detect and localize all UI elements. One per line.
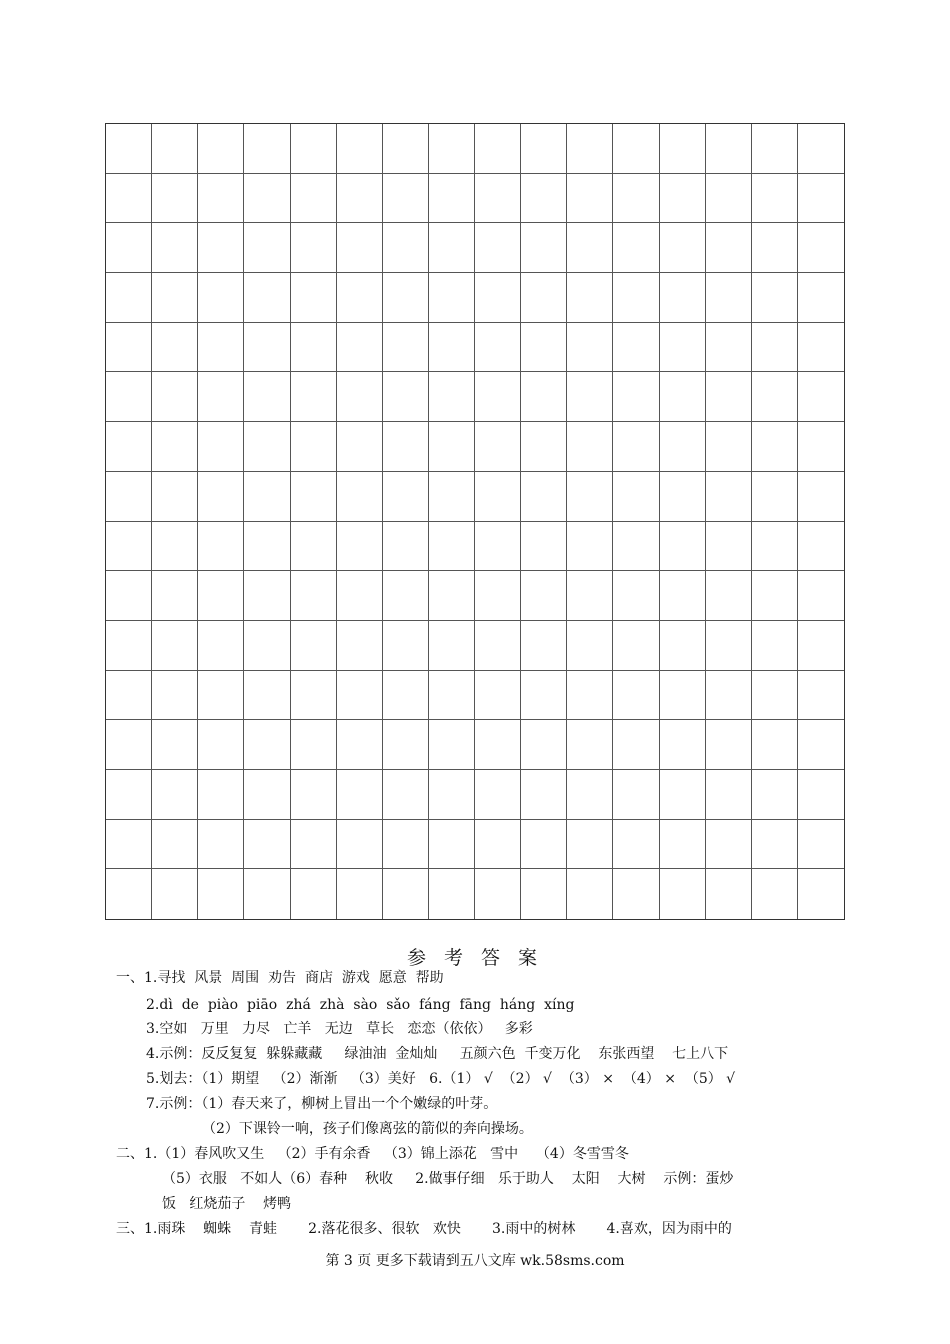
grid-cell <box>383 869 429 919</box>
grid-cell <box>798 770 844 820</box>
grid-cell <box>706 372 752 422</box>
grid-cell <box>291 770 337 820</box>
grid-cell <box>660 273 706 323</box>
grid-cell <box>613 422 659 472</box>
grid-cell <box>244 223 290 273</box>
grid-cell <box>475 720 521 770</box>
grid-cell <box>106 671 152 721</box>
grid-cell <box>706 472 752 522</box>
grid-cell <box>383 422 429 472</box>
grid-cell <box>383 323 429 373</box>
grid-cell <box>291 720 337 770</box>
grid-cell <box>798 273 844 323</box>
grid-cell <box>291 820 337 870</box>
grid-cell <box>521 671 567 721</box>
grid-cell <box>383 820 429 870</box>
grid-cell <box>752 720 798 770</box>
grid-cell <box>660 820 706 870</box>
grid-cell <box>660 174 706 224</box>
grid-cell <box>475 223 521 273</box>
grid-cell <box>337 472 383 522</box>
grid-cell <box>244 671 290 721</box>
grid-cell <box>752 869 798 919</box>
page-footer: 第 3 页 更多下载请到五八文库 wk.58sms.com <box>325 1253 625 1269</box>
grid-cell <box>244 571 290 621</box>
writing-grid <box>105 123 845 920</box>
grid-cell <box>198 323 244 373</box>
grid-cell <box>660 124 706 174</box>
grid-cell <box>383 522 429 572</box>
grid-cell <box>706 223 752 273</box>
grid-cell <box>660 770 706 820</box>
grid-cell <box>106 621 152 671</box>
grid-cell <box>567 472 613 522</box>
grid-cell <box>244 820 290 870</box>
grid-cell <box>198 720 244 770</box>
grid-cell <box>291 273 337 323</box>
grid-cell <box>660 720 706 770</box>
grid-cell <box>613 174 659 224</box>
grid-cell <box>152 422 198 472</box>
grid-cell <box>291 472 337 522</box>
answer-line-1: 一、1.寻找 风景 周围 劝告 商店 游戏 愿意 帮助 <box>116 970 444 986</box>
grid-cell <box>613 720 659 770</box>
grid-cell <box>198 820 244 870</box>
grid-cell <box>613 571 659 621</box>
grid-cell <box>429 770 475 820</box>
grid-cell <box>613 124 659 174</box>
grid-cell <box>752 621 798 671</box>
grid-cell <box>244 323 290 373</box>
grid-cell <box>198 273 244 323</box>
grid-cell <box>475 124 521 174</box>
grid-cell <box>660 422 706 472</box>
answer-line-8: 二、1.（1）春风吹又生 （2）手有余香 （3）锦上添花 雪中 （4）冬雪雪冬 <box>116 1146 629 1162</box>
grid-cell <box>706 770 752 820</box>
grid-cell <box>567 671 613 721</box>
grid-cell <box>613 671 659 721</box>
answer-line-3: 3.空如 万里 力尽 亡羊 无边 草长 恋恋（依依） 多彩 <box>146 1021 533 1037</box>
grid-cell <box>752 372 798 422</box>
grid-cell <box>198 223 244 273</box>
grid-cell <box>152 522 198 572</box>
grid-cell <box>106 820 152 870</box>
grid-cell <box>152 472 198 522</box>
grid-cell <box>383 174 429 224</box>
grid-cell <box>475 671 521 721</box>
grid-cell <box>475 273 521 323</box>
grid-cell <box>706 621 752 671</box>
grid-cell <box>798 621 844 671</box>
grid-cell <box>798 571 844 621</box>
grid-cell <box>475 323 521 373</box>
grid-cell <box>429 223 475 273</box>
grid-cell <box>613 869 659 919</box>
grid-cell <box>106 223 152 273</box>
grid-cell <box>752 820 798 870</box>
grid-cell <box>475 571 521 621</box>
grid-cell <box>521 820 567 870</box>
grid-cell <box>337 522 383 572</box>
grid-cell <box>337 621 383 671</box>
answer-line-10: 饭 红烧茄子 烤鸭 <box>162 1196 292 1212</box>
grid-cell <box>706 422 752 472</box>
grid-cell <box>198 621 244 671</box>
grid-cell <box>291 124 337 174</box>
grid-cell <box>291 571 337 621</box>
grid-cell <box>521 869 567 919</box>
grid-cell <box>475 422 521 472</box>
grid-cell <box>337 273 383 323</box>
grid-cell <box>337 571 383 621</box>
grid-cell <box>706 273 752 323</box>
grid-cell <box>244 720 290 770</box>
answers-title: 参 考 答 案 <box>406 947 544 969</box>
grid-cell <box>106 571 152 621</box>
grid-cell <box>152 869 198 919</box>
grid-cell <box>383 273 429 323</box>
grid-cell <box>752 571 798 621</box>
grid-cell <box>613 323 659 373</box>
grid-cell <box>291 323 337 373</box>
grid-cell <box>752 124 798 174</box>
grid-cell <box>706 174 752 224</box>
grid-cell <box>521 472 567 522</box>
grid-cell <box>383 571 429 621</box>
grid-cell <box>244 422 290 472</box>
grid-cell <box>752 770 798 820</box>
answer-line-7: （2）下课铃一响，孩子们像离弦的箭似的奔向操场。 <box>202 1121 533 1137</box>
grid-cell <box>752 472 798 522</box>
grid-cell <box>337 174 383 224</box>
grid-cell <box>752 671 798 721</box>
grid-cell <box>198 174 244 224</box>
grid-cell <box>244 522 290 572</box>
grid-cell <box>244 472 290 522</box>
grid-cell <box>152 323 198 373</box>
grid-cell <box>613 770 659 820</box>
grid-cell <box>198 770 244 820</box>
grid-cell <box>244 124 290 174</box>
grid-cell <box>613 522 659 572</box>
grid-cell <box>291 522 337 572</box>
grid-cell <box>429 472 475 522</box>
grid-cell <box>521 323 567 373</box>
grid-cell <box>429 323 475 373</box>
grid-cell <box>198 124 244 174</box>
grid-cell <box>106 869 152 919</box>
grid-cell <box>337 820 383 870</box>
grid-cell <box>660 223 706 273</box>
grid-cell <box>475 770 521 820</box>
grid-cell <box>475 372 521 422</box>
grid-cell <box>567 422 613 472</box>
grid-cell <box>429 273 475 323</box>
grid-cell <box>613 472 659 522</box>
grid-cell <box>521 571 567 621</box>
grid-cell <box>798 720 844 770</box>
grid-cell <box>383 770 429 820</box>
grid-cell <box>521 720 567 770</box>
grid-cell <box>613 820 659 870</box>
grid-cell <box>291 372 337 422</box>
grid-cell <box>475 621 521 671</box>
grid-cell <box>429 720 475 770</box>
grid-cell <box>660 323 706 373</box>
grid-cell <box>383 621 429 671</box>
answer-line-2: 2.dì de piào piāo zhá zhà sào sǎo fáng fāng háng xíng <box>146 997 575 1013</box>
grid-cell <box>383 671 429 721</box>
grid-cell <box>152 621 198 671</box>
grid-cell <box>106 372 152 422</box>
grid-cell <box>752 174 798 224</box>
grid-cell <box>429 869 475 919</box>
grid-cell <box>521 223 567 273</box>
grid-cell <box>152 720 198 770</box>
grid-cell <box>291 174 337 224</box>
grid-cell <box>706 124 752 174</box>
answer-line-6: 7.示例：（1）春天来了，柳树上冒出一个个嫩绿的叶芽。 <box>146 1096 498 1112</box>
grid-cell <box>244 273 290 323</box>
grid-cell <box>798 372 844 422</box>
grid-cell <box>613 273 659 323</box>
grid-cell <box>567 770 613 820</box>
grid-cell <box>798 820 844 870</box>
grid-cell <box>152 273 198 323</box>
grid-cell <box>798 671 844 721</box>
grid-cell <box>291 223 337 273</box>
grid-cell <box>106 472 152 522</box>
grid-cell <box>521 522 567 572</box>
grid-cell <box>152 571 198 621</box>
grid-cell <box>106 323 152 373</box>
grid-cell <box>152 372 198 422</box>
grid-cell <box>567 372 613 422</box>
grid-cell <box>706 671 752 721</box>
grid-cell <box>567 323 613 373</box>
answer-line-4: 4.示例：反反复复 躲躲藏藏 绿油油 金灿灿 五颜六色 千变万化 东张西望 七上八下 <box>146 1046 729 1062</box>
grid-cell <box>521 174 567 224</box>
grid-cell <box>337 422 383 472</box>
grid-cell <box>475 174 521 224</box>
grid-cell <box>429 522 475 572</box>
grid-cell <box>244 174 290 224</box>
grid-cell <box>198 869 244 919</box>
grid-cell <box>521 770 567 820</box>
grid-cell <box>475 820 521 870</box>
grid-cell <box>567 720 613 770</box>
grid-cell <box>244 869 290 919</box>
grid-cell <box>613 223 659 273</box>
grid-cell <box>106 174 152 224</box>
grid-cell <box>337 720 383 770</box>
grid-cell <box>567 273 613 323</box>
grid-cell <box>383 223 429 273</box>
grid-cell <box>521 124 567 174</box>
grid-cell <box>198 472 244 522</box>
grid-cell <box>198 422 244 472</box>
grid-cell <box>291 422 337 472</box>
grid-cell <box>244 372 290 422</box>
grid-cell <box>752 522 798 572</box>
grid-cell <box>475 869 521 919</box>
grid-cell <box>429 422 475 472</box>
grid-cell <box>567 223 613 273</box>
grid-cell <box>198 522 244 572</box>
answer-line-5: 5.划去：（1）期望 （2）渐渐 （3）美好 6.（1） √ （2） √ （3） × （4） × （5） √ <box>146 1071 736 1087</box>
grid-cell <box>798 422 844 472</box>
grid-cell <box>521 372 567 422</box>
grid-cell <box>706 820 752 870</box>
grid-cell <box>567 174 613 224</box>
answer-line-9: （5）衣服 不如人（6）春种 秋收 2.做事仔细 乐于助人 太阳 大树 示例：蛋炒 <box>162 1171 734 1187</box>
grid-cell <box>152 770 198 820</box>
grid-cell <box>291 671 337 721</box>
grid-cell <box>660 671 706 721</box>
grid-cell <box>706 522 752 572</box>
grid-cell <box>244 770 290 820</box>
grid-cell <box>660 621 706 671</box>
grid-cell <box>660 571 706 621</box>
grid-cell <box>706 720 752 770</box>
grid-cell <box>660 472 706 522</box>
grid-cell <box>475 522 521 572</box>
grid-cell <box>567 820 613 870</box>
grid-cell <box>152 671 198 721</box>
grid-cell <box>337 323 383 373</box>
grid-cell <box>106 422 152 472</box>
grid-cell <box>798 869 844 919</box>
grid-cell <box>613 372 659 422</box>
grid-cell <box>521 273 567 323</box>
grid-cell <box>798 323 844 373</box>
grid-cell <box>337 124 383 174</box>
grid-cell <box>613 621 659 671</box>
grid-cell <box>429 124 475 174</box>
grid-cell <box>798 124 844 174</box>
grid-cell <box>660 522 706 572</box>
grid-cell <box>429 621 475 671</box>
grid-cell <box>567 124 613 174</box>
grid-cell <box>198 571 244 621</box>
grid-cell <box>198 372 244 422</box>
grid-cell <box>429 571 475 621</box>
grid-cell <box>152 124 198 174</box>
grid-cell <box>152 820 198 870</box>
grid-cell <box>567 869 613 919</box>
grid-cell <box>660 869 706 919</box>
grid-cell <box>337 223 383 273</box>
grid-cell <box>798 223 844 273</box>
grid-cell <box>752 323 798 373</box>
answer-line-11: 三、1.雨珠 蜘蛛 青蛙 2.落花很多、很软 欢快 3.雨中的树林 4.喜欢，因为雨中的 <box>116 1221 732 1237</box>
grid-cell <box>752 273 798 323</box>
grid-cell <box>198 671 244 721</box>
grid-cell <box>383 372 429 422</box>
grid-cell <box>383 124 429 174</box>
grid-cell <box>567 522 613 572</box>
grid-cell <box>429 820 475 870</box>
grid-cell <box>383 472 429 522</box>
grid-cell <box>152 174 198 224</box>
grid-cell <box>521 422 567 472</box>
grid-cell <box>244 621 290 671</box>
grid-cell <box>798 522 844 572</box>
grid-cell <box>706 323 752 373</box>
grid-cell <box>337 372 383 422</box>
grid-cell <box>567 571 613 621</box>
grid-cell <box>521 621 567 671</box>
grid-cell <box>798 174 844 224</box>
grid-cell <box>429 671 475 721</box>
grid-cell <box>106 720 152 770</box>
grid-cell <box>383 720 429 770</box>
grid-cell <box>752 422 798 472</box>
grid-cell <box>337 671 383 721</box>
grid-cell <box>106 770 152 820</box>
grid-cell <box>106 124 152 174</box>
grid-cell <box>706 571 752 621</box>
grid-cell <box>152 223 198 273</box>
grid-cell <box>337 869 383 919</box>
grid-cell <box>429 174 475 224</box>
grid-cell <box>475 472 521 522</box>
grid-cell <box>567 621 613 671</box>
grid-cell <box>752 223 798 273</box>
grid-cell <box>660 372 706 422</box>
grid-cell <box>429 372 475 422</box>
grid-cell <box>337 770 383 820</box>
grid-cell <box>291 869 337 919</box>
grid-cell <box>706 869 752 919</box>
grid-cell <box>798 472 844 522</box>
grid-cell <box>291 621 337 671</box>
grid-cell <box>106 273 152 323</box>
grid-cell <box>106 522 152 572</box>
